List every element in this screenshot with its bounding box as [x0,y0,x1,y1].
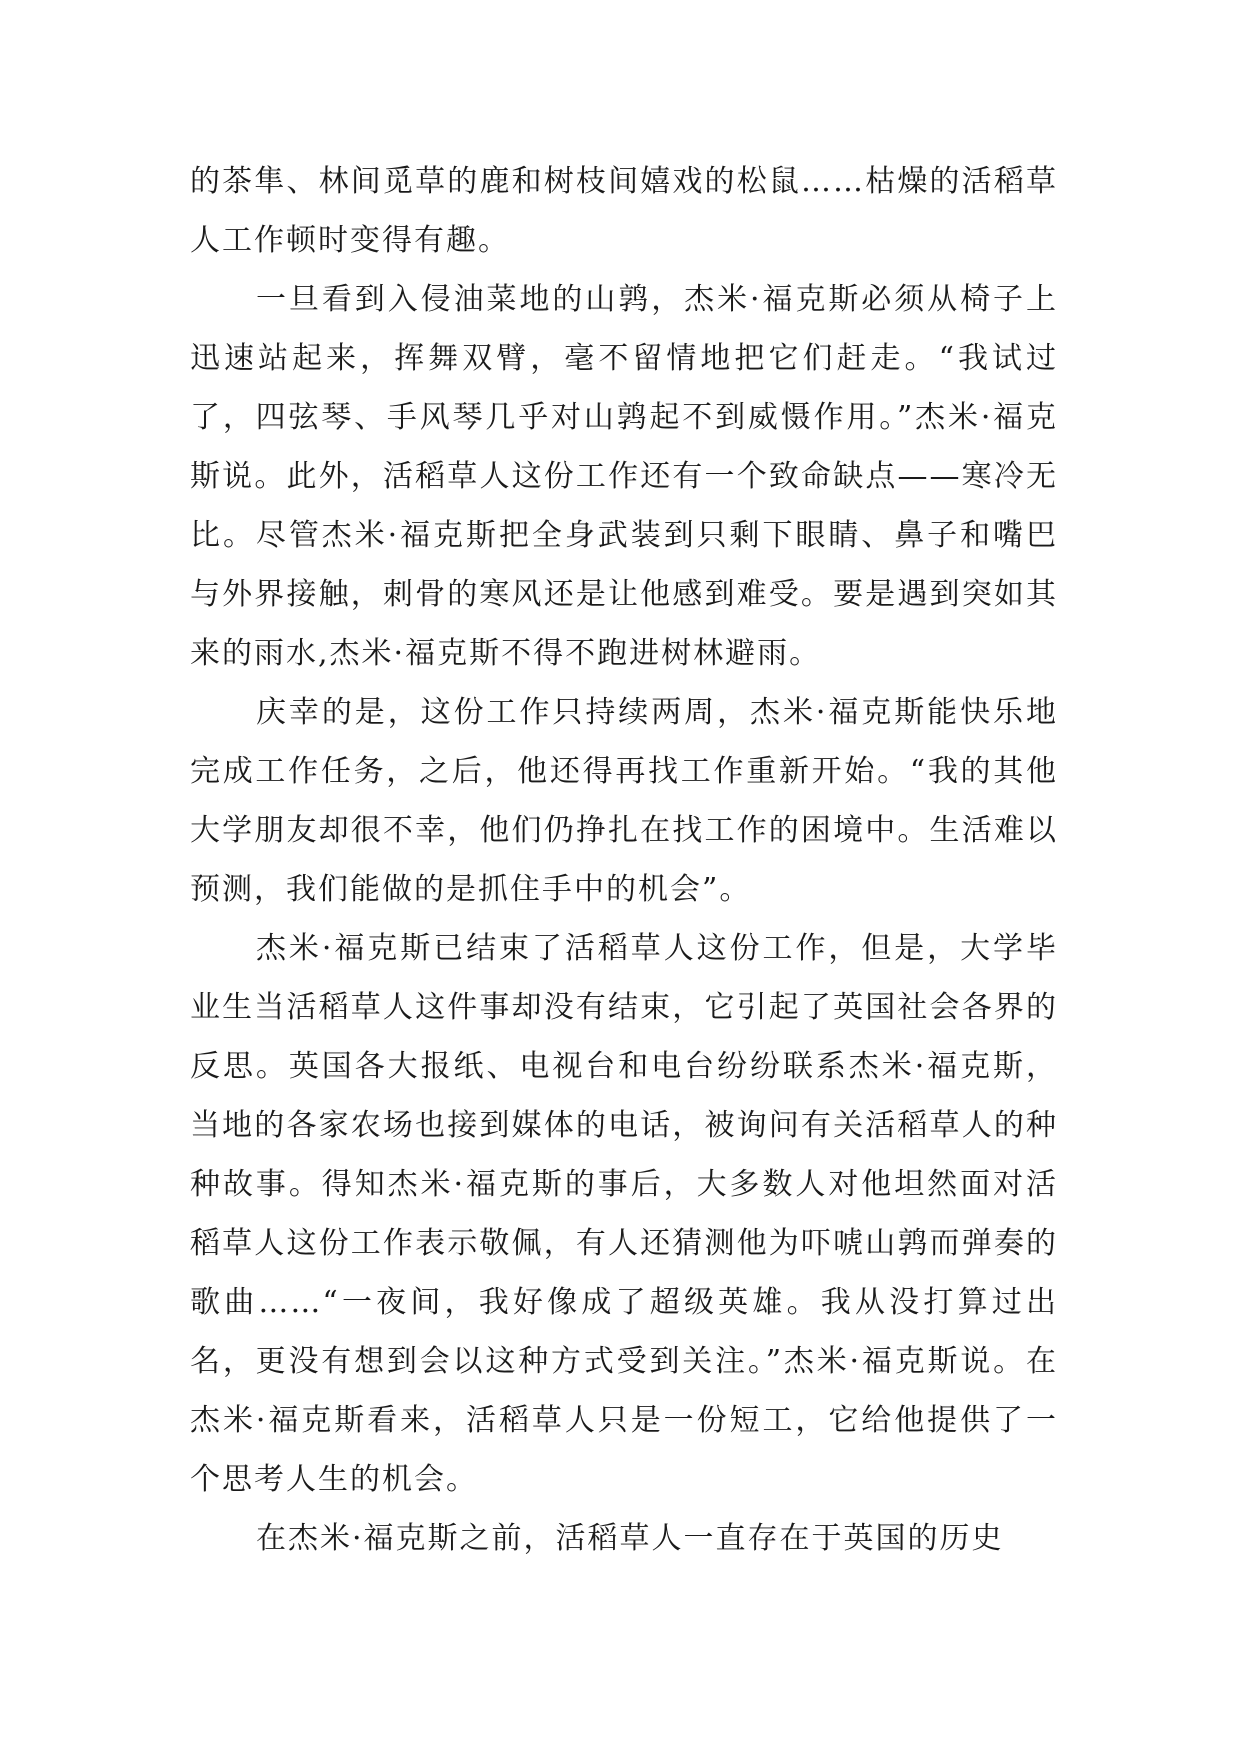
paragraph-continuation: 的茶隼、林间觅草的鹿和树枝间嬉戏的松鼠……枯燥的活稻草人工作顿时变得有趣。 [190,164,1058,258]
paragraph-partridge: 一旦看到入侵油菜地的山鹑，杰米·福克斯必须从椅子上迅速站起来，挥舞双臂，毫不留情地把它们赶走。“我试过了，四弦琴、手风琴几乎对山鹑起不到威慑作用。”杰米·福克斯说。此外，活稻草人这份工作还有一个致命缺点——寒冷无比。尽管杰米·福克斯把全身武装到只剩下眼睛、鼻子和嘴巴与外界接触，刺骨的寒风还是让他感到难受。要是遇到突如其来的雨水,杰米·福克斯不得不跑进树林避雨。 [190,282,1058,671]
paragraph-reflection: 杰米·福克斯已结束了活稻草人这份工作，但是，大学毕业生当活稻草人这件事却没有结束，它引起了英国社会各界的反思。英国各大报纸、电视台和电台纷纷联系杰米·福克斯，当地的各家农场也接到媒体的电话，被询问有关活稻草人的种种故事。得知杰米·福克斯的事后，大多数人对他坦然面对活稻草人这份工作表示敬佩，有人还猜测他为吓唬山鹑而弹奏的歌曲……“一夜间，我好像成了超级英雄。我从没打算过出名，更没有想到会以这种方式受到关注。”杰米·福克斯说。在杰米·福克斯看来，活稻草人只是一份短工，它给他提供了一个思考人生的机会。 [190,931,1058,1497]
paragraph-history: 在杰米·福克斯之前，活稻草人一直存在于英国的历史 [256,1521,1004,1556]
paragraph-fortunate: 庆幸的是，这份工作只持续两周，杰米·福克斯能快乐地完成工作任务，之后，他还得再找工作重新开始。“我的其他大学朋友却很不幸，他们仍挣扎在找工作的困境中。生活难以预测，我们能做的是抓住手中的机会”。 [190,695,1058,907]
article-body [190,152,1058,1568]
